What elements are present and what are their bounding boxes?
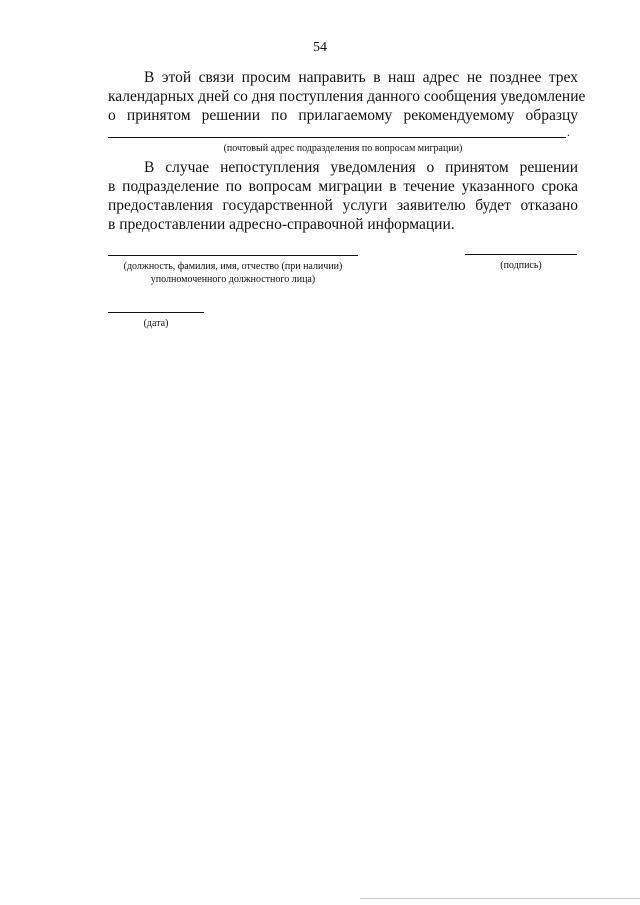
request-paragraph [108,68,586,125]
signature-caption: (подпись) [500,260,542,271]
request-paragraph-line-3: о принятом решении по прилагаемому рекомендуемому образцу [108,107,578,124]
official-caption-line-1: (должность, фамилия, имя, отчество (при наличии) [123,261,343,272]
date-line[interactable] [108,312,204,313]
request-paragraph-line-1: В этой связи просим направить в наш адрес не позднее трех [144,69,578,86]
address-field-caption: (почтовый адрес подразделения по вопросам миграции) [223,143,463,154]
refusal-paragraph-line-3: предоставления государственной услуги заявителю будет отказано [108,197,578,214]
address-field-line[interactable] [108,137,566,138]
signature-line[interactable] [465,254,577,255]
refusal-paragraph [108,158,578,234]
request-paragraph-line-2: календарных дней со дня поступления данного сообщения уведомление [108,88,586,105]
date-caption: (дата) [143,318,169,329]
refusal-paragraph-line-4: в предоставлении адресно-справочной информации. [108,216,455,233]
refusal-paragraph-line-1: В случае непоступления уведомления о принятом решении [144,159,578,176]
page-number: 54 [313,40,327,55]
scan-edge-artifact [360,898,640,899]
official-caption-line-2: уполномоченного должностного лица) [150,274,316,285]
official-caption [100,260,366,286]
official-name-line[interactable] [108,255,358,256]
refusal-paragraph-line-2: в подразделение по вопросам миграции в течение указанного срока [108,178,578,195]
address-field-end-mark: . [567,125,570,139]
